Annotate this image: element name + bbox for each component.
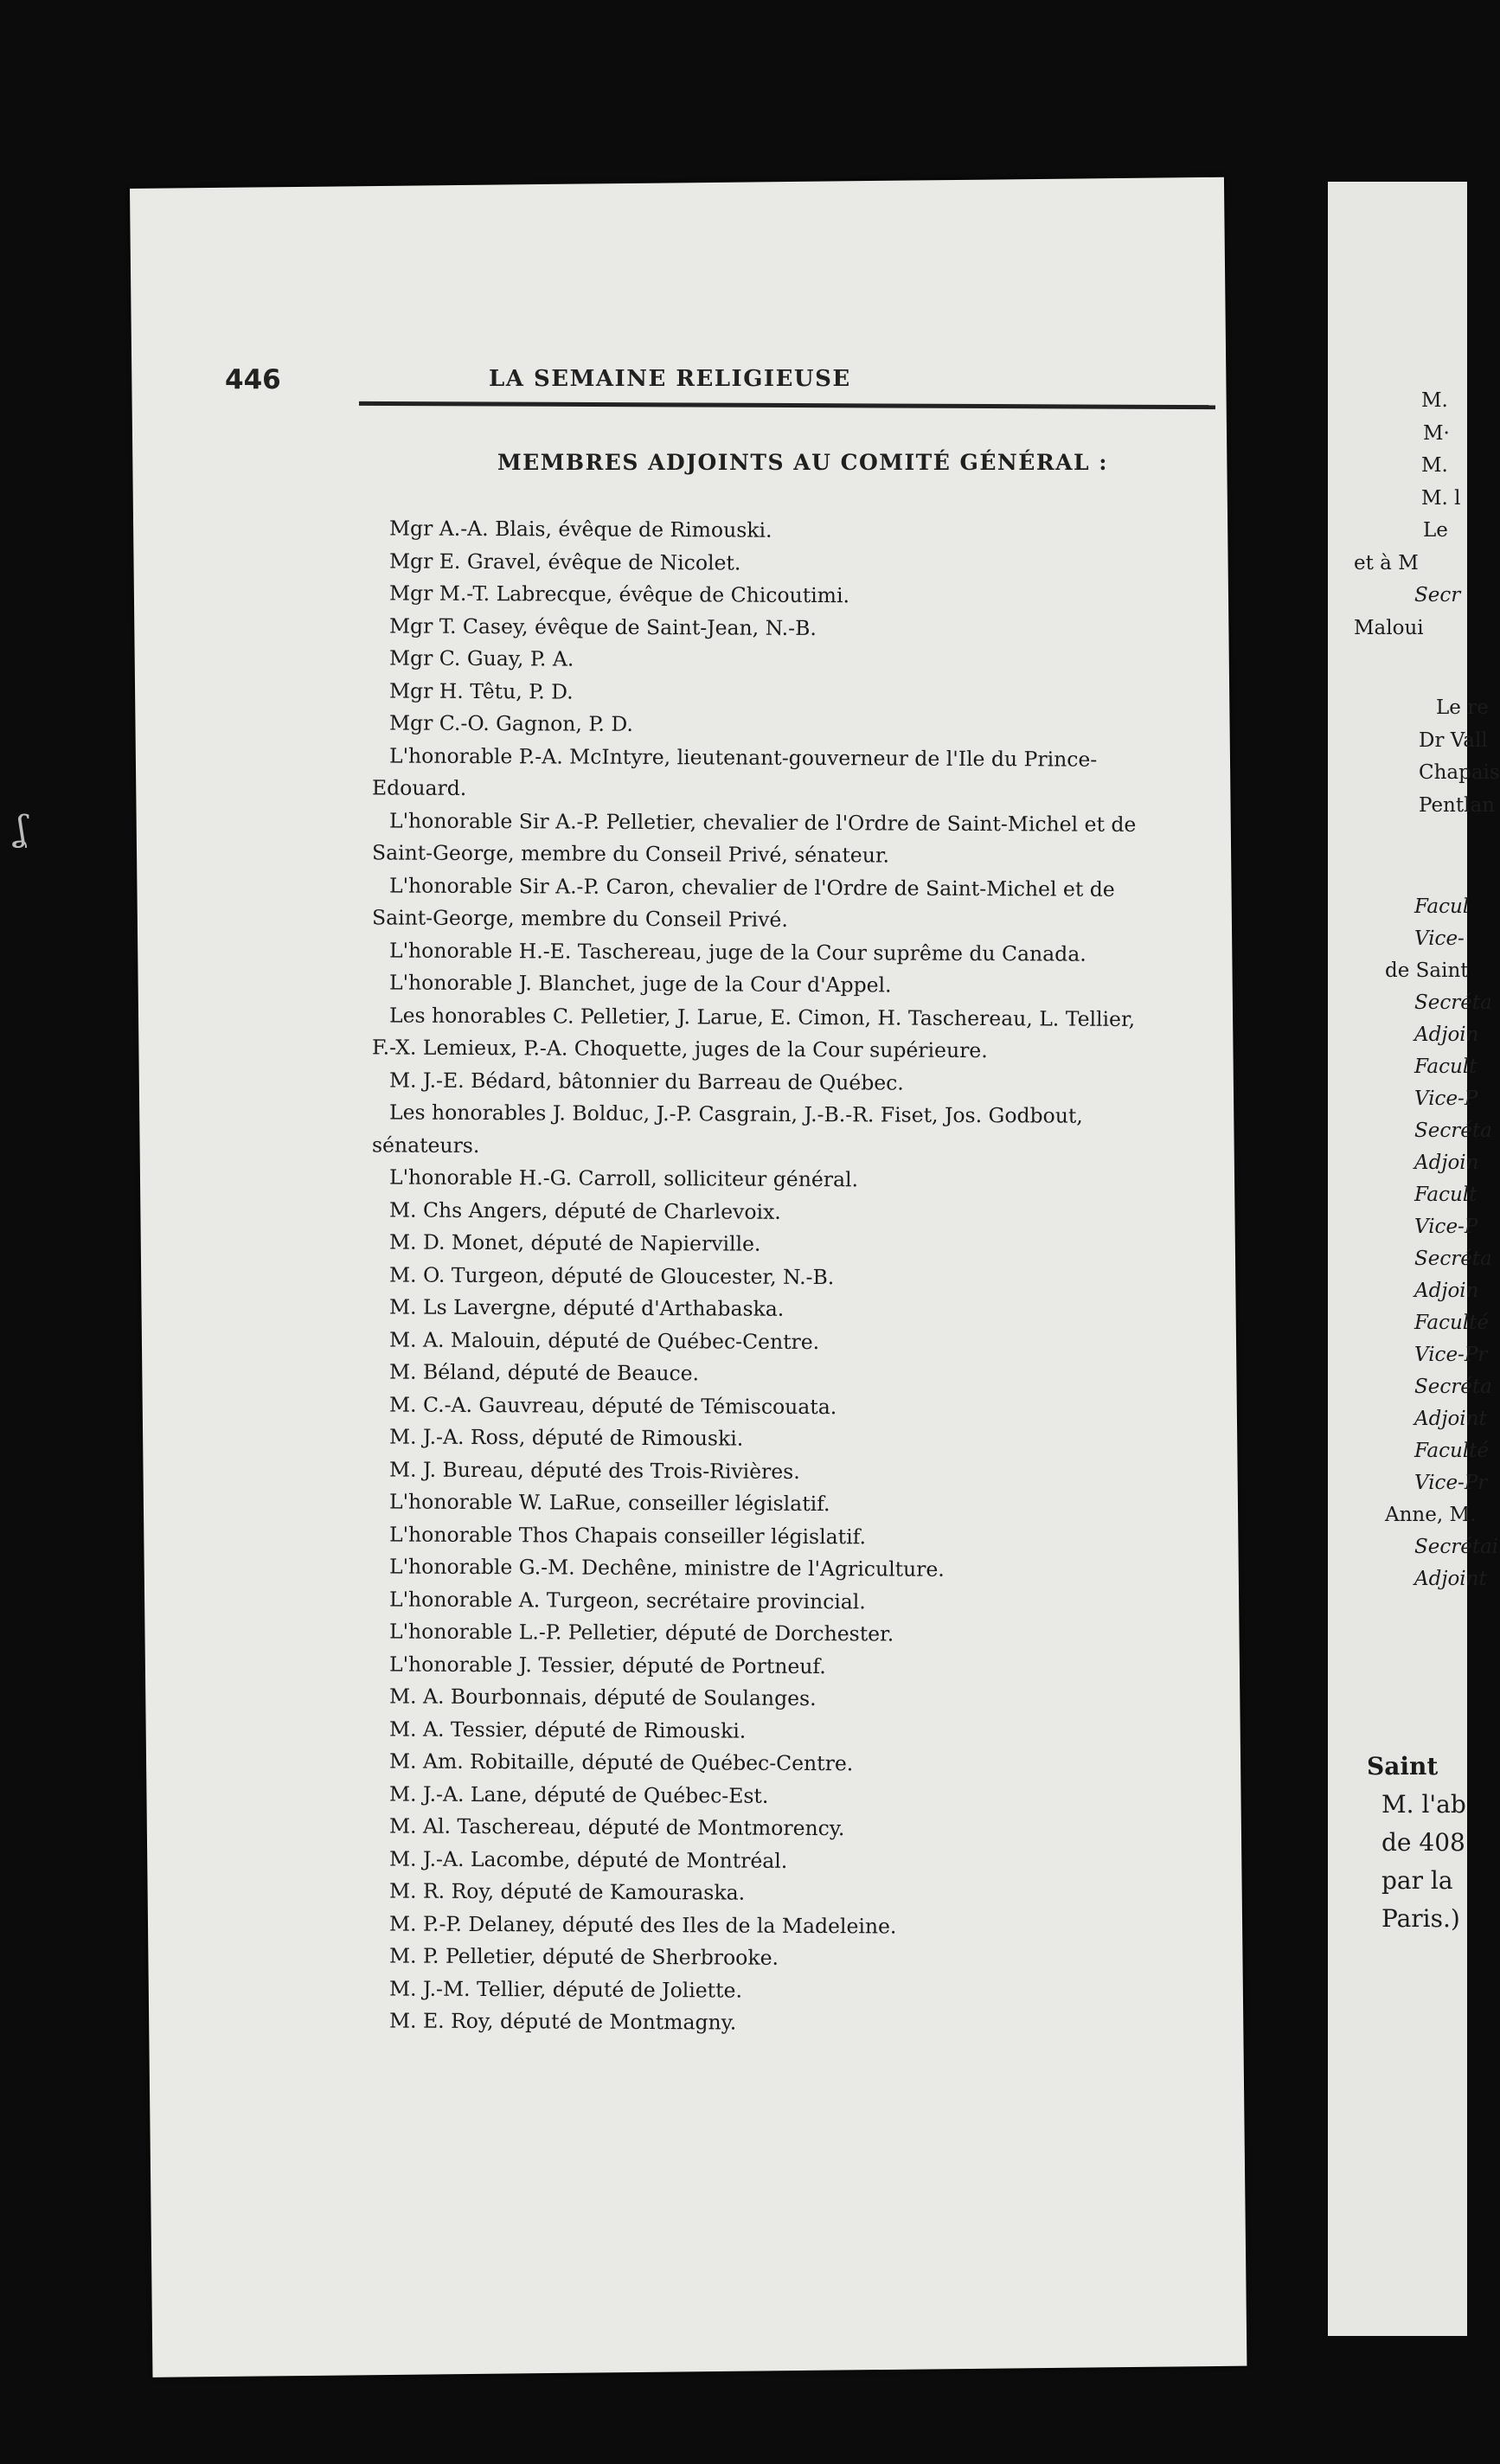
member-entry: L'honorable Sir A.-P. Caron, chevalier de l'Ordre de Saint-Michel et de bbox=[388, 872, 1115, 902]
member-entry: Les honorables J. Bolduc, J.-P. Casgrain, J.-B.-R. Fiset, Jos. Godbout, bbox=[388, 1100, 1083, 1128]
member-entry: L'honorable G.-M. Dechêne, ministre de l'Agriculture. bbox=[388, 1554, 945, 1582]
member-entry: M. J.-A. Lane, député de Québec-Est. bbox=[388, 1781, 769, 1808]
section-title: MEMBRES ADJOINTS AU COMITÉ GÉNÉRAL : bbox=[497, 450, 1109, 475]
right-page-fragment: Le re bbox=[1436, 696, 1489, 719]
right-page-fragment: Adjoin bbox=[1414, 1152, 1479, 1174]
right-page-fragment: Secréta bbox=[1414, 1376, 1492, 1398]
member-entry: Mgr T. Casey, évêque de Saint-Jean, N.-B. bbox=[388, 613, 817, 640]
member-entry: M. J.-E. Bédard, bâtonnier du Barreau de Québec. bbox=[388, 1067, 904, 1095]
right-page-fragment: Vice-P bbox=[1414, 1216, 1478, 1238]
member-entry: M. J.-A. Lacombe, député de Montréal. bbox=[388, 1845, 788, 1873]
right-page-fragment: Secréta bbox=[1414, 991, 1492, 1014]
right-page-fragment: Vice- bbox=[1414, 927, 1465, 950]
right-page-fragment: M· bbox=[1423, 421, 1450, 445]
member-entry: Mgr C. Guay, P. A. bbox=[388, 645, 574, 671]
member-entry: M. C.-A. Gauvreau, député de Témiscouata. bbox=[388, 1391, 837, 1419]
member-entry: M. O. Turgeon, député de Gloucester, N.-B. bbox=[388, 1261, 835, 1289]
right-page-block-2 bbox=[1354, 692, 1500, 822]
right-page-block-4 bbox=[1354, 1748, 1467, 1938]
right-page-fragment: Secrétai bbox=[1414, 1536, 1499, 1558]
member-entry: L'honorable Sir A.-P. Pelletier, chevalier de l'Ordre de Saint-Michel et de bbox=[388, 807, 1137, 837]
right-page-fragment: Adjoin bbox=[1414, 1280, 1479, 1302]
right-page-fragment: M. bbox=[1421, 454, 1448, 477]
member-entry: L'honorable P.-A. McIntyre, lieutenant-gouverneur de l'Ile du Prince- bbox=[388, 742, 1098, 772]
member-entry: M. A. Bourbonnais, député de Soulanges. bbox=[388, 1684, 817, 1711]
member-entry: L'honorable A. Turgeon, secrétaire provincial. bbox=[388, 1586, 866, 1614]
right-page-fragment: Adjoint bbox=[1414, 1408, 1487, 1430]
right-page-fragment: Secr bbox=[1414, 584, 1461, 606]
margin-mark: ʆ bbox=[16, 809, 27, 849]
member-entry-continuation: F.-X. Lemieux, P.-A. Choquette, juges de la Cour supérieure. bbox=[371, 1035, 988, 1063]
member-entry: M. Ls Lavergne, député d'Arthabaska. bbox=[388, 1294, 785, 1321]
right-page-fragment: Adjoint bbox=[1414, 1568, 1487, 1590]
right-page-fragment: M. bbox=[1421, 389, 1448, 412]
member-list bbox=[372, 515, 1228, 2040]
member-entry-continuation: sénateurs. bbox=[371, 1132, 480, 1158]
right-page-fragment: Faculté bbox=[1414, 1440, 1490, 1462]
member-entry: L'honorable H.-G. Carroll, solliciteur général. bbox=[388, 1165, 859, 1192]
right-page-fragment: de Saint bbox=[1385, 959, 1469, 982]
member-entry: M. Am. Robitaille, député de Québec-Centre. bbox=[388, 1749, 854, 1776]
right-page-fragment: de 408 bbox=[1381, 1828, 1465, 1857]
member-entry: M. R. Roy, député de Kamouraska. bbox=[388, 1878, 746, 1905]
right-page-fragment: M. l bbox=[1421, 486, 1461, 510]
page-number: 446 bbox=[225, 364, 281, 395]
member-entry: M. J.-M. Tellier, député de Joliette. bbox=[388, 1975, 743, 2003]
member-entry: M. D. Monet, député de Napierville. bbox=[388, 1229, 761, 1256]
member-entry: L'honorable J. Tessier, député de Portneuf. bbox=[388, 1651, 826, 1678]
member-entry: M. A. Malouin, député de Québec-Centre. bbox=[388, 1326, 820, 1354]
right-page-fragment: Faculté bbox=[1414, 1312, 1490, 1334]
member-entry: Les honorables C. Pelletier, J. Larue, E. Cimon, H. Taschereau, L. Tellier, bbox=[388, 1002, 1136, 1031]
right-page-fragment: Vice-Pr bbox=[1414, 1472, 1488, 1494]
member-entry: M. E. Roy, député de Montmagny. bbox=[388, 2008, 737, 2035]
member-entry: L'honorable H.-E. Taschereau, juge de la Cour suprême du Canada. bbox=[388, 937, 1087, 966]
right-page-fragment: Pentlan bbox=[1419, 793, 1495, 817]
right-page-fragment: Le bbox=[1423, 519, 1448, 542]
member-entry: L'honorable L.-P. Pelletier, député de Dorchester. bbox=[388, 1619, 894, 1646]
right-page-fragment: Facult bbox=[1414, 1056, 1478, 1078]
member-entry: Mgr H. Têtu, P. D. bbox=[388, 677, 574, 704]
right-page-fragment: Facult bbox=[1414, 1184, 1478, 1206]
member-entry-continuation: Edouard. bbox=[371, 775, 467, 800]
right-page-fragment: Vice-P bbox=[1414, 1088, 1478, 1110]
right-page-fragment: Vice-Pr bbox=[1414, 1344, 1488, 1366]
right-page-fragment: Dr Vall bbox=[1419, 728, 1488, 752]
member-entry: M. Chs Angers, député de Charlevoix. bbox=[388, 1197, 781, 1224]
right-page-fragment: Facul bbox=[1414, 895, 1470, 918]
member-entry: Mgr C.-O. Gagnon, P. D. bbox=[388, 710, 633, 736]
right-page-fragment: Secréta bbox=[1414, 1120, 1492, 1142]
member-entry: M. P. Pelletier, député de Sherbrooke. bbox=[388, 1943, 779, 1970]
right-page-block-1 bbox=[1354, 385, 1467, 645]
running-title: LA SEMAINE RELIGIEUSE bbox=[489, 366, 851, 392]
member-entry: Mgr M.-T. Labrecque, évêque de Chicoutimi. bbox=[388, 581, 850, 608]
member-entry-continuation: Saint-George, membre du Conseil Privé, sénateur. bbox=[371, 840, 890, 868]
right-page-fragment: Chapais bbox=[1419, 761, 1500, 784]
member-entry: L'honorable Thos Chapais conseiller législatif. bbox=[388, 1521, 867, 1549]
right-page-fragment: Anne, M. bbox=[1385, 1504, 1477, 1526]
member-entry: Mgr A.-A. Blais, évêque de Rimouski. bbox=[388, 516, 772, 542]
member-entry: M. J. Bureau, député des Trois-Rivières. bbox=[388, 1456, 800, 1484]
member-entry: L'honorable W. LaRue, conseiller législatif. bbox=[388, 1489, 830, 1517]
member-entry: M. Béland, député de Beauce. bbox=[388, 1359, 700, 1386]
right-page-fragment: M. l'ab bbox=[1381, 1790, 1466, 1819]
right-page-fragment: Paris.) bbox=[1381, 1904, 1460, 1933]
right-page-fragment: Secréta bbox=[1414, 1248, 1492, 1270]
member-entry: M. P.-P. Delaney, député des Iles de la Madeleine. bbox=[388, 1910, 897, 1939]
right-page-fragment: par la bbox=[1381, 1866, 1453, 1895]
right-page-fragment: Saint bbox=[1367, 1752, 1439, 1781]
member-entry: Mgr E. Gravel, évêque de Nicolet. bbox=[388, 548, 741, 575]
right-page-block-3 bbox=[1354, 891, 1499, 1595]
member-entry: M. Al. Taschereau, député de Montmorency. bbox=[388, 1813, 845, 1841]
member-entry: M. J.-A. Ross, député de Rimouski. bbox=[388, 1424, 744, 1451]
member-entry: M. A. Tessier, député de Rimouski. bbox=[388, 1716, 747, 1743]
right-page-fragment: et à M bbox=[1354, 551, 1419, 574]
right-page-fragment: Maloui bbox=[1354, 616, 1424, 639]
member-entry-continuation: Saint-George, membre du Conseil Privé. bbox=[371, 905, 788, 932]
member-entry: L'honorable J. Blanchet, juge de la Cour d'Appel. bbox=[388, 970, 892, 998]
right-page-fragment: Adjoin bbox=[1414, 1023, 1479, 1046]
